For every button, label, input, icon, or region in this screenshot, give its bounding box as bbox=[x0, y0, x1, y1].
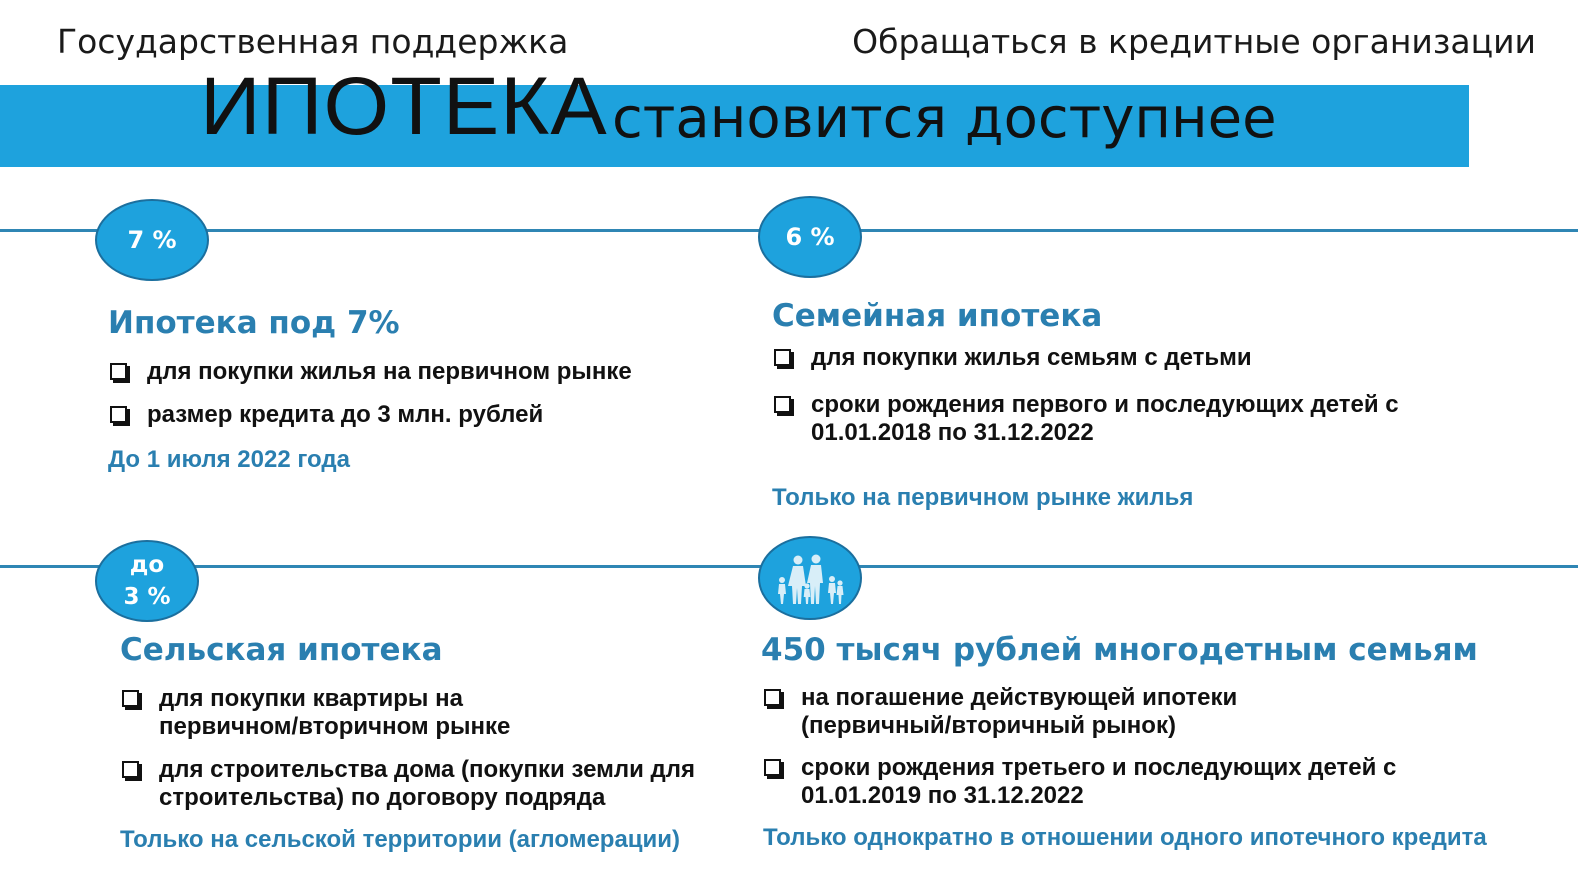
family-icon bbox=[774, 550, 846, 606]
rate-badge-6 bbox=[758, 196, 862, 278]
list-item: сроки рождения первого и последующих детей с 01.01.2018 по 31.12.2022 bbox=[774, 391, 1454, 447]
checkbox-bullet-icon bbox=[774, 349, 791, 366]
checkbox-bullet-icon bbox=[122, 690, 139, 707]
badge-label: 6 % bbox=[785, 223, 835, 251]
rate-badge-up-to-3 bbox=[95, 540, 199, 622]
checkbox-bullet-icon bbox=[110, 363, 127, 380]
section-note: До 1 июля 2022 года bbox=[108, 446, 350, 473]
list-item: для покупки жилья семьям с детьми bbox=[774, 344, 1454, 372]
section-heading-family-mortgage: Семейная ипотека bbox=[772, 298, 1103, 334]
section-note: Только на первичном рынке жилья bbox=[772, 484, 1194, 511]
family-badge bbox=[758, 536, 862, 620]
page-title: ИПОТЕКА bbox=[200, 61, 608, 152]
rate-badge-7 bbox=[95, 199, 209, 281]
header-right-caption: Обращаться в кредитные организации bbox=[852, 22, 1536, 61]
checkbox-bullet-icon bbox=[122, 761, 139, 778]
list-item: для покупки жилья на первичном рынке bbox=[110, 358, 710, 386]
badge-label-line1: до bbox=[129, 552, 165, 578]
checkbox-bullet-icon bbox=[764, 759, 781, 776]
checkbox-bullet-icon bbox=[110, 406, 127, 423]
checkbox-bullet-icon bbox=[774, 396, 791, 413]
header-left-caption: Государственная поддержка bbox=[57, 22, 569, 61]
section-note: Только однократно в отношении одного ипотечного кредита bbox=[763, 824, 1487, 851]
section-note: Только на сельской территории (агломерации) bbox=[120, 826, 681, 853]
list-item: на погашение действующей ипотеки (первичный/вторичный рынок) bbox=[764, 684, 1404, 740]
section-heading-rural-mortgage: Сельская ипотека bbox=[120, 632, 443, 668]
page-subtitle: становится доступнее bbox=[612, 86, 1277, 151]
section-heading-large-families: 450 тысяч рублей многодетным семьям bbox=[761, 632, 1478, 668]
badge-label-line2: 3 % bbox=[123, 584, 171, 610]
list-item: сроки рождения третьего и последующих детей с 01.01.2019 по 31.12.2022 bbox=[764, 754, 1444, 810]
section-heading-mortgage-7: Ипотека под 7% bbox=[108, 305, 400, 341]
list-item: размер кредита до 3 млн. рублей bbox=[110, 401, 710, 429]
list-item: для покупки квартиры на первичном/вторичном рынке bbox=[122, 685, 722, 741]
list-item: для строительства дома (покупки земли для строительства) по договору подряда bbox=[122, 756, 722, 812]
badge-label: 7 % bbox=[127, 226, 177, 254]
checkbox-bullet-icon bbox=[764, 689, 781, 706]
